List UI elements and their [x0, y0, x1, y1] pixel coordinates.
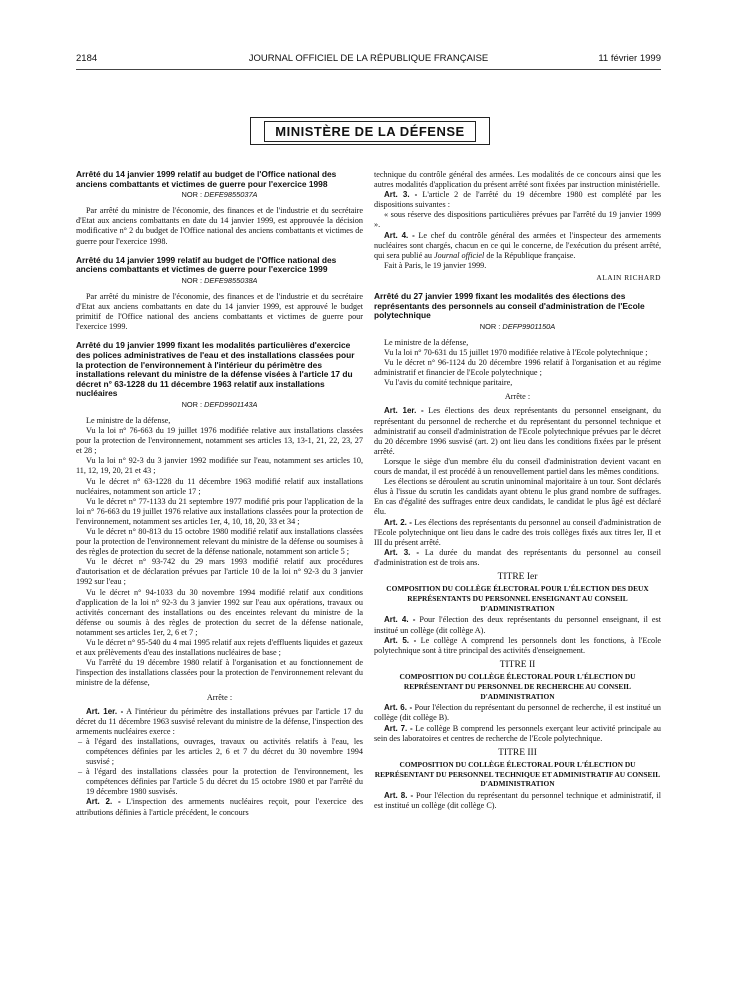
article-paragraph: Les élections se déroulent au scrutin uninominal majoritaire à un tour. Sont déclarés élus à l'issue du scrutin les candidats ayant obtenu le plus grand nombre de suffrages. En cas d'égalité des suffrages entre deux candidats, le candidat le plus âgé est déclaré élu.	[374, 477, 661, 517]
nor-reference: NOR : DEFE9855038A	[181, 275, 258, 285]
article-paragraph: Art. 4. - Le chef du contrôle général des armées et l'inspecteur des armements nucléaires sont chargés, chacun en ce qui le concerne, de l'exécution du présent arrêté, qui sera publié au Journal officiel de la République française.	[374, 230, 661, 260]
article-paragraph: Art. 3. - L'article 2 de l'arrêté du 19 décembre 1980 est complété par les dispositions suivantes :	[374, 190, 662, 210]
article-paragraph: Art. 1er. - Les élections des deux représentants du personnel enseignant, du représentant du personnel de recherche et du représentant du personnel technique et administratif au conseil d'administration de l'Ecole polytechnique prévues par le décret du 20 décembre 1996 susvisé (art. 2) ont lieu dans les conditions fixées par le présent arrêté.	[374, 406, 661, 456]
page-number: 2184	[76, 53, 98, 64]
titre-heading: TITRE III	[498, 747, 537, 758]
nor-reference: NOR : DEFP9901150A	[479, 321, 556, 331]
issue-date: 11 février 1999	[598, 53, 661, 64]
quoted-provision: « sous réserve des dispositions particulières prévues par l'arrêté du 19 janvier 1999 ».	[374, 210, 661, 230]
visa-paragraph: Vu le décret n° 94-1033 du 30 novembre 1994 modifié relatif aux conditions d'application de la loi n° 92-3 du 3 janvier 1992 sur l'eau aux opérations, travaux ou activités concernant des installations ou des enceintes relevant du ministre de la défense ou soumis à des règles de protection du secret de la défense nationale, notamment ses articles 1er, 2, 6 et 7 ;	[76, 587, 363, 637]
visa-paragraph: Vu le décret n° 96-1124 du 20 décembre 1996 relatif à l'organisation et au régime administratif et financier de l'Ecole polytechnique ;	[374, 358, 661, 378]
article-paragraph: Art. 2. - Les élections des représentants du personnel au conseil d'administration de l'Ecole polytechnique ont lieu dans le cadre des trois collèges fixés aux titres Ier, II et III du présent arrêté.	[374, 517, 662, 547]
titre-subheading: COMPOSITION DU COLLÈGE ÉLECTORAL POUR L'ÉLECTION DU REPRÉSENTANT DU PERSONNEL DE RECHERCHE AU CONSEIL D'ADMINISTRATION	[399, 671, 636, 701]
continued-paragraph: technique du contrôle général des armées. Les modalités de ce concours ainsi que les autres modalités d'application du présent arrêté sont fixées par instruction ministérielle.	[374, 170, 661, 190]
ministry-box	[250, 117, 490, 145]
visa-paragraph: Vu l'arrêté du 19 décembre 1980 relatif à l'organisation et au fonctionnement de l'inspection des installations classées pour la protection de l'environnement relevant du ministre de la défense,	[76, 658, 363, 688]
article-paragraph: Art. 8. - Pour l'élection du représentant du personnel technique et administratif, il est institué un collège (dit collège C).	[374, 791, 662, 811]
journal-title: JOURNAL OFFICIEL DE LA RÉPUBLIQUE FRANÇAISE	[248, 53, 489, 64]
arrete-heading: Arrête :	[504, 392, 531, 402]
nor-reference: NOR : DEFE9855037A	[181, 190, 258, 200]
titre-subheading: COMPOSITION DU COLLÈGE ÉLECTORAL POUR L'ÉLECTION DES DEUX REPRÉSENTANTS DU PERSONNEL ENSEIGNANT AU CONSEIL D'ADMINISTRATION	[386, 584, 649, 613]
decree-title: Arrêté du 27 janvier 1999 fixant les modalités des élections des représentants des personnels au conseil d'administration de l'Ecole polytechnique	[374, 291, 645, 321]
list-item: – à l'égard des installations classées pour la protection de l'environnement, les compétences définies par l'article 5 du décret du 15 octobre 1980 et par l'arrêté du 19 décembre 1980 susvisés.	[86, 767, 363, 797]
list-item: – à l'égard des installations, ouvrages, travaux ou activités relatifs à l'eau, les compétences définies par les articles 2, 6 et 7 du décret du 30 novembre 1994 susvisé ;	[86, 737, 363, 767]
visa-paragraph: Vu la loi n° 70-631 du 15 juillet 1970 modifiée relative à l'Ecole polytechnique ;	[384, 348, 648, 357]
visa-paragraph: Vu le décret n° 63-1228 du 11 décembre 1963 modifié relatif aux installations nucléaires, notamment son article 17 ;	[76, 476, 363, 496]
visa-paragraph: Vu le décret n° 77-1133 du 21 septembre 1977 modifié pris pour l'application de la loi n° 76-663 du 19 juillet 1976 relative aux installations classées pour la protection de l'environnement, notamment ses articles 1er, 4, 10, 18, 20, 33 et 34 ;	[76, 496, 363, 526]
titre-heading: TITRE Ier	[497, 571, 538, 582]
visa-paragraph: Vu le décret n° 80-813 du 15 octobre 1980 modifié relatif aux installations classées pour la protection de l'environnement relevant du ministre de la défense ou soumises à des règles de protection du secret de la défense nationale, notamment son article 5 ;	[76, 527, 363, 557]
article-paragraph: Lorsque le siège d'un membre élu du conseil d'administration devient vacant en cours de mandat, il est procédé à un renouvellement partiel dans les mêmes conditions.	[374, 456, 661, 477]
article-list	[76, 737, 363, 798]
article-paragraph: Art. 1er. - A l'intérieur du périmètre des installations prévues par l'article 17 du décret du 11 décembre 1963 susvisé relevant du ministre de la défense, l'inspection des armements nucléaires exerce :	[76, 706, 363, 736]
signing-place-date: Fait à Paris, le 19 janvier 1999.	[384, 260, 487, 270]
decree-title: Arrêté du 14 janvier 1999 relatif au budget de l'Office national des anciens combattants et victimes de guerre pour l'exercice 1999	[76, 254, 337, 275]
visa-paragraph: Vu la loi n° 76-663 du 19 juillet 1976 modifiée relative aux installations classées pour la protection de l'environnement, notamment ses articles 13, 13-1, 21, 22, 23, 27 et 28 ;	[76, 426, 363, 456]
header-rule	[76, 69, 661, 70]
titre-subheading: COMPOSITION DU COLLÈGE ÉLECTORAL POUR L'ÉLECTION DU REPRÉSENTANT DU PERSONNEL TECHNIQUE ET ADMINISTRATIF AU CONSEIL D'ADMINISTRATION	[374, 759, 661, 789]
article-paragraph: Art. 4. - Pour l'élection des deux représentants du personnel enseignant, il est institué un collège (dit collège A).	[374, 615, 662, 635]
decree-intro: Le ministre de la défense,	[384, 337, 469, 347]
article-paragraph: Art. 5. - Le collège A comprend les personnels dont les fonctions, à l'Ecole polytechnique sont à titre principal des activités d'enseignement.	[374, 635, 661, 655]
decree-title: Arrêté du 14 janvier 1999 relatif au budget de l'Office national des anciens combattants et victimes de guerre pour l'exercice 1998	[76, 169, 337, 189]
signature: ALAIN RICHARD	[596, 272, 661, 282]
right-column	[374, 170, 661, 811]
decree-title: Arrêté du 19 janvier 1999 fixant les modalités particulières d'exercice des polices administratives de l'eau et des installations classées pour la protection de l'environnement à l'intérieur du périmètre des installations relevant du ministre de la défense visées à l'article 17 du décret n° 63-1228 du 11 décembre 1963 relatif aux installations nucléaires	[76, 340, 355, 399]
decree-body: Par arrêté du ministre de l'économie, des finances et de l'industrie et du secrétaire d'Etat aux anciens combattants en date du 14 janvier 1999, est approuvé le budget primitif de l'Office national des anciens combattants et victimes de guerre pour l'exercice 1999.	[76, 291, 363, 332]
article-paragraph: Art. 3. - La durée du mandat des représentants du personnel au conseil d'administration est de trois ans.	[374, 547, 661, 567]
visa-paragraph: Vu la loi n° 92-3 du 3 janvier 1992 modifiée sur l'eau, notamment ses articles 10, 11, 12, 19, 20, 21 et 43 ;	[76, 456, 363, 476]
article-paragraph: Art. 6. - Pour l'élection du représentant du personnel de recherche, il est institué un collège (dit collège B).	[374, 703, 662, 723]
arrete-heading: Arrête :	[206, 692, 233, 702]
ministry-title: MINISTÈRE DE LA DÉFENSE	[264, 121, 475, 142]
visa-paragraph: Vu le décret n° 95-540 du 4 mai 1995 relatif aux rejets d'effluents liquides et gazeux et aux prélèvements d'eau des installations nucléaires de base ;	[76, 638, 363, 658]
visa-paragraph: Vu l'avis du comité technique paritaire,	[384, 378, 513, 388]
visa-paragraph: Vu le décret n° 93-742 du 29 mars 1993 modifié relatif aux procédures d'autorisation et de déclaration prévues par l'article 10 de la loi n° 92-3 du 3 janvier 1992 sur l'eau ;	[76, 557, 363, 587]
article-paragraph: Art. 2. - L'inspection des armements nucléaires reçoit, pour l'exercice des attributions définies à l'article précédent, le concours	[76, 797, 363, 817]
nor-reference: NOR : DEFD9901143A	[181, 399, 258, 409]
left-column	[76, 170, 363, 818]
article-paragraph: Art. 7. - Le collège B comprend les personnels exerçant leur activité principale au sein des laboratoires et centres de recherche de l'Ecole polytechnique.	[374, 723, 661, 743]
page-header	[76, 53, 661, 67]
decree-intro: Le ministre de la défense,	[86, 415, 171, 425]
titre-heading: TITRE II	[499, 659, 536, 670]
decree-body: Par arrêté du ministre de l'économie, des finances et de l'industrie et du secrétaire d'Etat aux anciens combattants en date du 14 janvier 1999, est approuvée la décision modificative n° 2 du budget de l'Office national des anciens combattants et victimes de guerre pour l'exercice 1998.	[76, 206, 363, 246]
